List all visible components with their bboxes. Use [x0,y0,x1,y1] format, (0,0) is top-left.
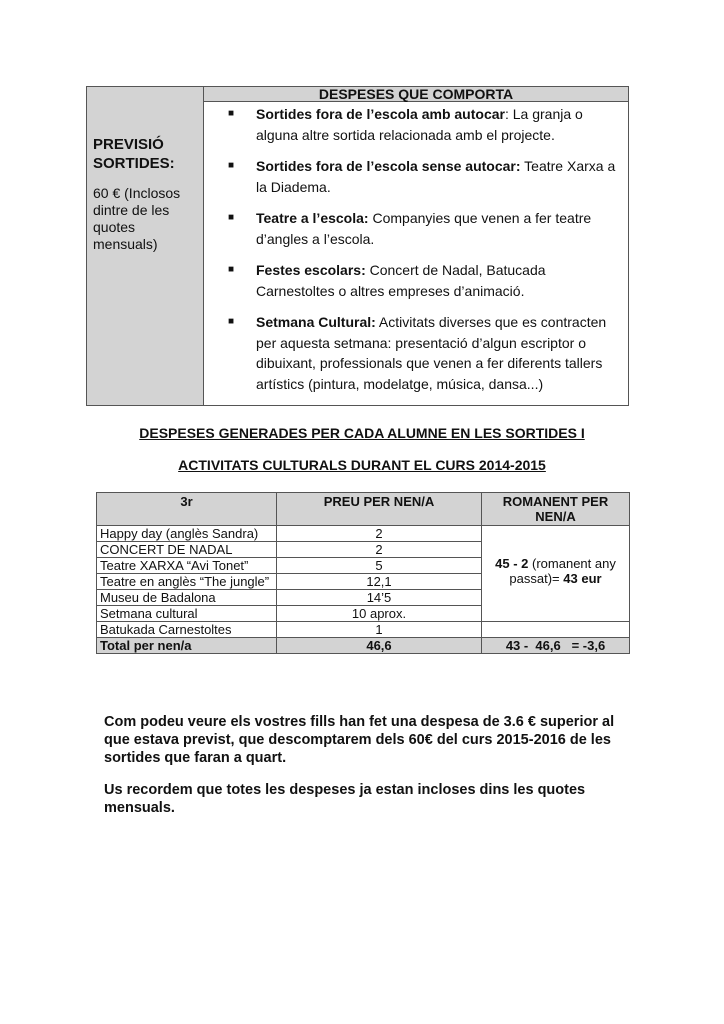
bullet-square-icon: ■ [228,212,235,223]
outings-label-note: 60 € (Inclosos dintre de les quotes mensuals) [93,185,181,252]
activity-cell: Happy day (anglès Sandra) [97,526,277,542]
table-row [97,622,630,638]
expenses-list [204,102,628,394]
outings-label-title: PREVISIÓ SORTIDES: [93,136,175,172]
price-cell: 5 [277,558,482,574]
bullet-square-icon: ■ [228,316,235,327]
expense-item: ■ Sortides fora de l’escola amb autocar: La granja o alguna altre sortida relacionada amb el projecte. [228,106,583,143]
expense-item: ■ Teatre a l’escola: Companyies que venen a fer teatre d’angles a l’escola. [228,210,592,247]
total-price: 46,6 [277,638,482,654]
price-cell: 14’5 [277,590,482,606]
costs-header-row [97,493,630,526]
reminder-paragraph: Us recordem que totes les despeses ja estan incloses dins les quotes mensuals. [104,782,586,816]
section-heading-line1: DESPESES GENERADES PER CADA ALUMNE EN LES SORTIDES I [139,425,585,441]
remainder-cell: 45 - 2 (romanent any passat)= 43 eur [482,526,630,622]
expense-item: ■ Setmana Cultural: Activitats diverses que es contracten per aquesta setmana: presentació d’algun escriptor o dibuixant, professionals que venen a fer diferents tallers artístics (pintura, modelatge, música, dansa...) [228,314,607,392]
activity-cell: Batukada Carnestoltes [97,622,277,638]
summary-paragraph: Com podeu veure els vostres fills han fet una despesa de 3.6 € superior al que estava previst, que descomptarem dels 60€ del curs 2015-2016 de les sortides que faran a quart. [104,714,615,766]
price-cell: 2 [277,542,482,558]
outings-label-cell [87,87,204,406]
activity-cell: Teatre XARXA “Avi Tonet” [97,558,277,574]
activity-cell: Teatre en anglès “The jungle” [97,574,277,590]
header-price: PREU PER NEN/A [277,493,482,526]
price-cell: 12,1 [277,574,482,590]
total-label: Total per nen/a [97,638,277,654]
price-cell: 10 aprox. [277,606,482,622]
price-cell: 1 [277,622,482,638]
header-remainder: ROMANENT PER NEN/A [482,493,630,526]
expense-item: ■ Festes escolars: Concert de Nadal, Batucada Carnestoltes o altres empreses d’animació. [228,262,546,299]
activity-cell: Museu de Badalona [97,590,277,606]
section-heading-line2: ACTIVITATS CULTURALS DURANT EL CURS 2014-2015 [178,457,546,473]
activity-cell: Setmana cultural [97,606,277,622]
expenses-header: DESPESES QUE COMPORTA [204,87,629,102]
header-grade: 3r [97,493,277,526]
total-remainder: 43 - 46,6 = -3,6 [482,638,630,654]
bullet-square-icon: ■ [228,264,235,275]
table-row [97,526,630,542]
outings-table [86,86,629,406]
bullet-square-icon: ■ [228,160,235,171]
price-cell: 2 [277,526,482,542]
expenses-list-cell [204,102,629,406]
total-row [97,638,630,654]
empty-cell [482,622,630,638]
activity-cell: CONCERT DE NADAL [97,542,277,558]
expense-item: ■ Sortides fora de l’escola sense autocar: Teatre Xarxa a la Diadema. [228,158,616,195]
costs-table [96,492,630,654]
bullet-square-icon: ■ [228,108,235,119]
